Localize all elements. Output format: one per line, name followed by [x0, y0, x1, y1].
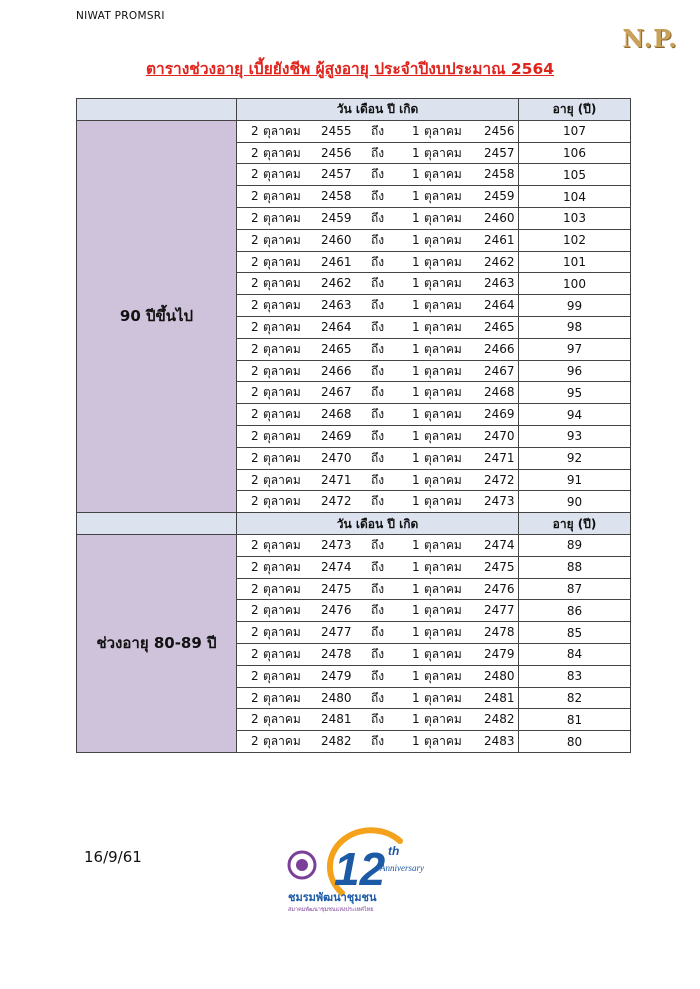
- from-month: ตุลาคม: [263, 559, 301, 574]
- from-year: 2468: [321, 407, 352, 422]
- from-day: 2: [251, 385, 259, 400]
- birthdate-range-cell: [237, 316, 519, 338]
- from-month: ตุลาคม: [263, 123, 301, 138]
- from-month: ตุลาคม: [263, 145, 301, 160]
- from-month: ตุลาคม: [263, 341, 301, 356]
- anniversary-suffix: th: [388, 844, 400, 858]
- birthdate-range-cell: [237, 360, 519, 382]
- from-month: ตุลาคม: [263, 625, 301, 640]
- from-year: 2466: [321, 363, 352, 378]
- from-day: 2: [251, 298, 259, 313]
- range-separator: ถึง: [371, 341, 385, 356]
- from-day: 2: [251, 319, 259, 334]
- to-year: 2472: [484, 472, 515, 487]
- to-day: 1: [412, 625, 420, 640]
- to-month: ตุลาคม: [424, 690, 462, 705]
- birthdate-range-cell: [237, 186, 519, 208]
- from-year: 2455: [321, 123, 352, 138]
- from-month: ตุลาคม: [263, 232, 301, 247]
- to-month: ตุลาคม: [424, 734, 462, 749]
- birthdate-range-cell: [237, 578, 519, 600]
- to-day: 1: [412, 276, 420, 291]
- age-value: 90: [519, 491, 631, 513]
- to-year: 2479: [484, 646, 515, 661]
- to-year: 2478: [484, 625, 515, 640]
- to-month: ตุลาคม: [424, 341, 462, 356]
- from-month: ตุลาคม: [263, 450, 301, 465]
- range-separator: ถึง: [371, 123, 385, 138]
- document-title: ตารางช่วงอายุ เบี้ยยังชีพ ผู้สูงอายุ ประจำปีงบประมาณ 2564: [145, 60, 555, 78]
- age-value: 92: [519, 447, 631, 469]
- age-value: 84: [519, 643, 631, 665]
- to-year: 2468: [484, 385, 515, 400]
- from-day: 2: [251, 559, 259, 574]
- age-value: 80: [519, 731, 631, 753]
- to-year: 2474: [484, 537, 515, 552]
- to-day: 1: [412, 232, 420, 247]
- to-year: 2469: [484, 407, 515, 422]
- birthdate-range-cell: [237, 622, 519, 644]
- to-day: 1: [412, 254, 420, 269]
- to-month: ตุลาคม: [424, 276, 462, 291]
- from-day: 2: [251, 276, 259, 291]
- range-separator: ถึง: [371, 363, 385, 378]
- from-year: 2456: [321, 145, 352, 160]
- to-month: ตุลาคม: [424, 145, 462, 160]
- to-month: ตุลาคม: [424, 123, 462, 138]
- to-month: ตุลาคม: [424, 712, 462, 727]
- range-separator: ถึง: [371, 210, 385, 225]
- to-day: 1: [412, 145, 420, 160]
- to-day: 1: [412, 428, 420, 443]
- birthdate-range-cell: [237, 534, 519, 556]
- from-day: 2: [251, 167, 259, 182]
- birthdate-range-cell: [237, 273, 519, 295]
- from-day: 2: [251, 254, 259, 269]
- to-day: 1: [412, 189, 420, 204]
- to-year: 2477: [484, 603, 515, 618]
- from-day: 2: [251, 472, 259, 487]
- from-month: ตุลาคม: [263, 581, 301, 596]
- to-month: ตุลาคม: [424, 407, 462, 422]
- from-year: 2464: [321, 319, 352, 334]
- from-month: ตุลาคม: [263, 363, 301, 378]
- range-separator: ถึง: [371, 385, 385, 400]
- to-year: 2473: [484, 494, 515, 509]
- from-day: 2: [251, 341, 259, 356]
- range-separator: ถึง: [371, 298, 385, 313]
- header-age: อายุ (ปี): [519, 99, 631, 121]
- from-day: 2: [251, 668, 259, 683]
- to-month: ตุลาคม: [424, 668, 462, 683]
- range-separator: ถึง: [371, 734, 385, 749]
- header-age: อายุ (ปี): [519, 513, 631, 535]
- birthdate-range-cell: [237, 665, 519, 687]
- to-year: 2465: [484, 319, 515, 334]
- age-value: 103: [519, 207, 631, 229]
- to-year: 2466: [484, 341, 515, 356]
- footer-date: 16/9/61: [84, 848, 142, 866]
- from-year: 2459: [321, 210, 352, 225]
- from-year: 2465: [321, 341, 352, 356]
- from-day: 2: [251, 690, 259, 705]
- birthdate-range-cell: [237, 207, 519, 229]
- from-day: 2: [251, 494, 259, 509]
- to-day: 1: [412, 494, 420, 509]
- age-value: 85: [519, 622, 631, 644]
- range-separator: ถึง: [371, 646, 385, 661]
- age-value: 86: [519, 600, 631, 622]
- range-separator: ถึง: [371, 167, 385, 182]
- to-month: ตุลาคม: [424, 428, 462, 443]
- from-day: 2: [251, 646, 259, 661]
- range-separator: ถึง: [371, 189, 385, 204]
- to-year: 2462: [484, 254, 515, 269]
- to-day: 1: [412, 363, 420, 378]
- age-value: 93: [519, 425, 631, 447]
- from-year: 2461: [321, 254, 352, 269]
- anniversary-word: Anniversary: [380, 863, 424, 873]
- to-month: ตุลาคม: [424, 537, 462, 552]
- age-value: 106: [519, 142, 631, 164]
- to-day: 1: [412, 341, 420, 356]
- from-month: ตุลาคม: [263, 276, 301, 291]
- table-header-row: [77, 99, 631, 121]
- from-year: 2471: [321, 472, 352, 487]
- range-separator: ถึง: [371, 603, 385, 618]
- to-year: 2480: [484, 668, 515, 683]
- birthdate-range-cell: [237, 731, 519, 753]
- from-day: 2: [251, 189, 259, 204]
- np-logo: N.P.: [622, 24, 678, 53]
- from-month: ตุลาคม: [263, 537, 301, 552]
- birthdate-range-cell: [237, 229, 519, 251]
- age-value: 81: [519, 709, 631, 731]
- to-day: 1: [412, 385, 420, 400]
- range-separator: ถึง: [371, 581, 385, 596]
- to-day: 1: [412, 581, 420, 596]
- to-year: 2461: [484, 232, 515, 247]
- to-year: 2459: [484, 189, 515, 204]
- from-year: 2475: [321, 581, 352, 596]
- to-year: 2456: [484, 123, 515, 138]
- club-name: ชมรมพัฒนาชุมชน: [288, 891, 377, 904]
- birthdate-range-cell: [237, 447, 519, 469]
- range-separator: ถึง: [371, 494, 385, 509]
- age-value: 107: [519, 120, 631, 142]
- from-year: 2473: [321, 537, 352, 552]
- from-day: 2: [251, 450, 259, 465]
- age-value: 88: [519, 556, 631, 578]
- birthdate-range-cell: [237, 382, 519, 404]
- to-year: 2460: [484, 210, 515, 225]
- range-separator: ถึง: [371, 625, 385, 640]
- birthdate-range-cell: [237, 643, 519, 665]
- to-day: 1: [412, 407, 420, 422]
- range-separator: ถึง: [371, 690, 385, 705]
- range-separator: ถึง: [371, 232, 385, 247]
- age-value: 97: [519, 338, 631, 360]
- author-name: NIWAT PROMSRI: [76, 10, 165, 22]
- range-separator: ถึง: [371, 559, 385, 574]
- to-year: 2458: [484, 167, 515, 182]
- to-day: 1: [412, 210, 420, 225]
- age-value: 102: [519, 229, 631, 251]
- from-day: 2: [251, 210, 259, 225]
- to-day: 1: [412, 668, 420, 683]
- to-day: 1: [412, 167, 420, 182]
- birthdate-range-cell: [237, 338, 519, 360]
- birthdate-range-cell: [237, 404, 519, 426]
- birthdate-range-cell: [237, 164, 519, 186]
- to-month: ตุลาคม: [424, 450, 462, 465]
- from-year: 2476: [321, 603, 352, 618]
- header-birthdate: วัน เดือน ปี เกิด: [237, 513, 519, 535]
- from-day: 2: [251, 363, 259, 378]
- from-year: 2457: [321, 167, 352, 182]
- from-day: 2: [251, 603, 259, 618]
- birthdate-range-cell: [237, 120, 519, 142]
- from-month: ตุลาคม: [263, 319, 301, 334]
- to-year: 2471: [484, 450, 515, 465]
- birthdate-range-cell: [237, 600, 519, 622]
- to-month: ตุลาคม: [424, 494, 462, 509]
- range-separator: ถึง: [371, 472, 385, 487]
- from-year: 2470: [321, 450, 352, 465]
- anniversary-logo: [282, 815, 432, 915]
- age-group-label: ช่วงอายุ 80-89 ปี: [77, 534, 237, 752]
- age-value: 94: [519, 404, 631, 426]
- range-separator: ถึง: [371, 537, 385, 552]
- to-month: ตุลาคม: [424, 254, 462, 269]
- from-month: ตุลาคม: [263, 646, 301, 661]
- from-day: 2: [251, 734, 259, 749]
- table-row: [77, 120, 631, 142]
- to-year: 2483: [484, 734, 515, 749]
- from-day: 2: [251, 428, 259, 443]
- from-month: ตุลาคม: [263, 472, 301, 487]
- age-value: 96: [519, 360, 631, 382]
- from-month: ตุลาคม: [263, 407, 301, 422]
- table-header-row: [77, 513, 631, 535]
- from-day: 2: [251, 123, 259, 138]
- age-value: 99: [519, 295, 631, 317]
- header-birthdate: วัน เดือน ปี เกิด: [237, 99, 519, 121]
- to-day: 1: [412, 603, 420, 618]
- from-day: 2: [251, 407, 259, 422]
- from-year: 2479: [321, 668, 352, 683]
- from-year: 2474: [321, 559, 352, 574]
- age-value: 100: [519, 273, 631, 295]
- birthdate-range-cell: [237, 142, 519, 164]
- to-day: 1: [412, 559, 420, 574]
- age-value: 101: [519, 251, 631, 273]
- to-month: ตุลาคม: [424, 298, 462, 313]
- from-day: 2: [251, 232, 259, 247]
- to-day: 1: [412, 123, 420, 138]
- to-day: 1: [412, 646, 420, 661]
- range-separator: ถึง: [371, 712, 385, 727]
- from-year: 2472: [321, 494, 352, 509]
- birthdate-range-cell: [237, 709, 519, 731]
- table-row: [77, 534, 631, 556]
- to-month: ตุลาคม: [424, 646, 462, 661]
- from-month: ตุลาคม: [263, 189, 301, 204]
- to-year: 2467: [484, 363, 515, 378]
- from-month: ตุลาคม: [263, 668, 301, 683]
- to-day: 1: [412, 298, 420, 313]
- header-blank-cell: [77, 99, 237, 121]
- to-month: ตุลาคม: [424, 363, 462, 378]
- to-month: ตุลาคม: [424, 232, 462, 247]
- age-group-label: 90 ปีขึ้นไป: [77, 120, 237, 512]
- range-separator: ถึง: [371, 254, 385, 269]
- from-year: 2467: [321, 385, 352, 400]
- age-value: 105: [519, 164, 631, 186]
- to-year: 2475: [484, 559, 515, 574]
- from-month: ตุลาคม: [263, 712, 301, 727]
- to-month: ตุลาคม: [424, 189, 462, 204]
- to-year: 2457: [484, 145, 515, 160]
- range-separator: ถึง: [371, 407, 385, 422]
- from-year: 2463: [321, 298, 352, 313]
- age-value: 82: [519, 687, 631, 709]
- range-separator: ถึง: [371, 668, 385, 683]
- from-month: ตุลาคม: [263, 385, 301, 400]
- header-blank-cell: [77, 513, 237, 535]
- to-month: ตุลาคม: [424, 385, 462, 400]
- to-day: 1: [412, 472, 420, 487]
- from-year: 2478: [321, 646, 352, 661]
- to-month: ตุลาคม: [424, 167, 462, 182]
- from-month: ตุลาคม: [263, 690, 301, 705]
- age-value: 87: [519, 578, 631, 600]
- to-year: 2470: [484, 428, 515, 443]
- from-month: ตุลาคม: [263, 298, 301, 313]
- birthdate-range-cell: [237, 295, 519, 317]
- birthdate-range-cell: [237, 425, 519, 447]
- to-year: 2463: [484, 276, 515, 291]
- anniversary-number: 12: [334, 843, 386, 895]
- age-value: 104: [519, 186, 631, 208]
- from-month: ตุลาคม: [263, 210, 301, 225]
- from-year: 2477: [321, 625, 352, 640]
- from-year: 2460: [321, 232, 352, 247]
- age-value: 91: [519, 469, 631, 491]
- range-separator: ถึง: [371, 145, 385, 160]
- age-value: 89: [519, 534, 631, 556]
- to-month: ตุลาคม: [424, 625, 462, 640]
- age-range-table: [76, 98, 631, 753]
- to-year: 2476: [484, 581, 515, 596]
- from-day: 2: [251, 712, 259, 727]
- to-year: 2482: [484, 712, 515, 727]
- birthdate-range-cell: [237, 687, 519, 709]
- club-subtitle: สมาคมพัฒนาชุมชนแห่งประเทศไทย: [288, 907, 374, 913]
- birthdate-range-cell: [237, 556, 519, 578]
- age-value: 95: [519, 382, 631, 404]
- to-day: 1: [412, 712, 420, 727]
- range-separator: ถึง: [371, 428, 385, 443]
- to-month: ตุลาคม: [424, 559, 462, 574]
- to-month: ตุลาคม: [424, 210, 462, 225]
- from-month: ตุลาคม: [263, 167, 301, 182]
- to-day: 1: [412, 537, 420, 552]
- to-month: ตุลาคม: [424, 472, 462, 487]
- from-year: 2480: [321, 690, 352, 705]
- to-year: 2481: [484, 690, 515, 705]
- range-separator: ถึง: [371, 319, 385, 334]
- to-day: 1: [412, 690, 420, 705]
- to-year: 2464: [484, 298, 515, 313]
- from-year: 2462: [321, 276, 352, 291]
- to-month: ตุลาคม: [424, 581, 462, 596]
- from-year: 2458: [321, 189, 352, 204]
- to-day: 1: [412, 450, 420, 465]
- from-year: 2481: [321, 712, 352, 727]
- from-month: ตุลาคม: [263, 254, 301, 269]
- from-month: ตุลาคม: [263, 603, 301, 618]
- birthdate-range-cell: [237, 469, 519, 491]
- birthdate-range-cell: [237, 491, 519, 513]
- from-month: ตุลาคม: [263, 494, 301, 509]
- from-day: 2: [251, 625, 259, 640]
- age-value: 83: [519, 665, 631, 687]
- birthdate-range-cell: [237, 251, 519, 273]
- from-day: 2: [251, 145, 259, 160]
- from-month: ตุลาคม: [263, 734, 301, 749]
- to-day: 1: [412, 734, 420, 749]
- age-value: 98: [519, 316, 631, 338]
- from-month: ตุลาคม: [263, 428, 301, 443]
- from-day: 2: [251, 537, 259, 552]
- to-day: 1: [412, 319, 420, 334]
- range-separator: ถึง: [371, 450, 385, 465]
- to-month: ตุลาคม: [424, 603, 462, 618]
- to-month: ตุลาคม: [424, 319, 462, 334]
- from-year: 2482: [321, 734, 352, 749]
- range-separator: ถึง: [371, 276, 385, 291]
- from-year: 2469: [321, 428, 352, 443]
- from-day: 2: [251, 581, 259, 596]
